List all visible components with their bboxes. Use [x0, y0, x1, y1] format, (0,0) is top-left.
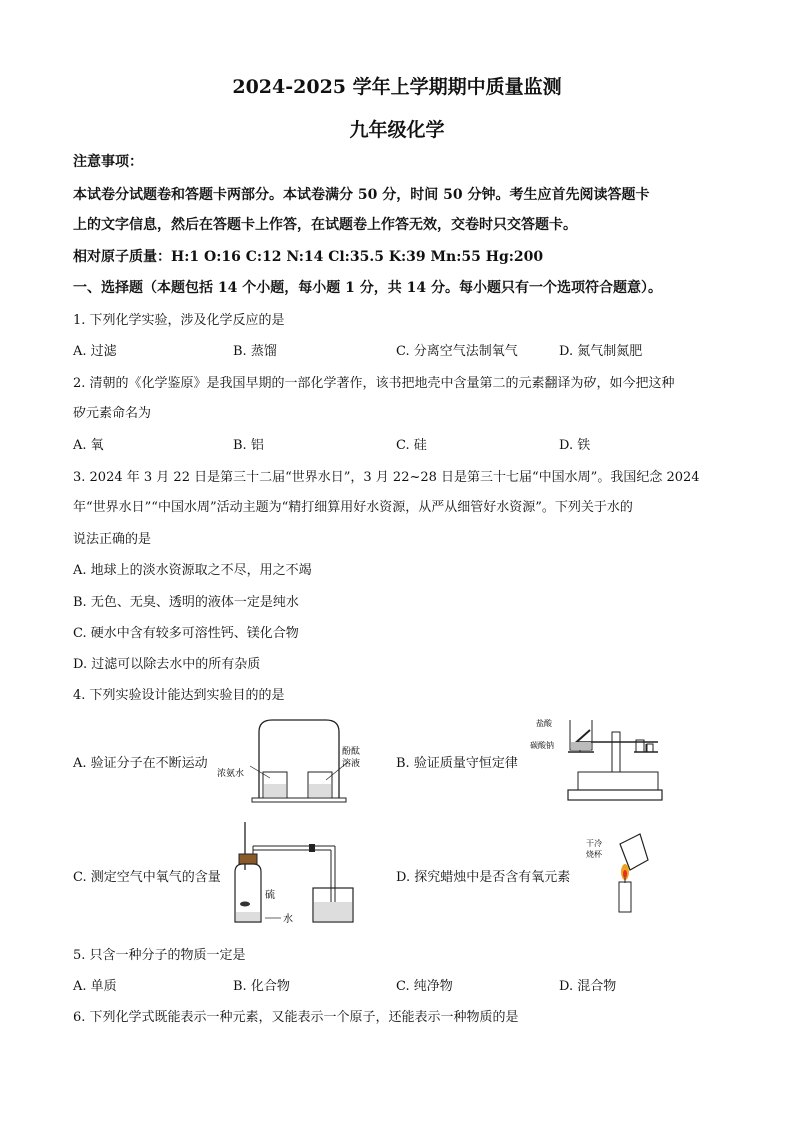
figure-c-label-sulfur: 硫	[265, 890, 275, 901]
q2-option-d: D. 铁	[559, 438, 591, 453]
notes-heading: 注意事项：	[73, 154, 143, 170]
question-1-stem: 1. 下列化学实验，涉及化学反应的是	[73, 313, 285, 328]
q2-option-b: B. 铝	[233, 438, 264, 453]
figure-oxygen-content	[225, 818, 360, 930]
question-2-stem-2: 矽元素命名为	[73, 406, 152, 421]
figure-molecule-motion	[212, 712, 362, 804]
q4-option-b: B. 验证质量守恒定律	[396, 756, 518, 771]
figure-a-label-phenol-2: 溶液	[342, 759, 361, 769]
q4-option-d: D. 探究蜡烛中是否含有氧元素	[396, 870, 571, 885]
notes-line-2: 上的文字信息，然后在答题卡上作答，在试题卷上作答无效，交卷时只交答题卡。	[73, 217, 577, 233]
page-title: 2024-2025 学年上学期期中质量监测	[232, 76, 562, 98]
q3-option-b: B. 无色、无臭、透明的液体一定是纯水	[73, 595, 299, 610]
figure-d-label-1: 干冷	[586, 839, 602, 848]
figure-b-label-acid: 盐酸	[536, 719, 552, 728]
q2-option-a: A. 氧	[73, 438, 104, 453]
figure-b-label-carbonate: 碳酸钠	[530, 741, 554, 750]
q3-option-d: D. 过滤可以除去水中的所有杂质	[73, 657, 261, 672]
q5-option-a: A. 单质	[73, 979, 117, 994]
q3-option-c: C. 硬水中含有较多可溶性钙、镁化合物	[73, 626, 299, 641]
q4-option-c: C. 测定空气中氧气的含量	[73, 870, 221, 885]
question-3-stem-2: 年“世界水日”“中国水周”活动主题为“精打细算用好水资源，从严从细管好水资源”。下列关于水的	[73, 500, 633, 515]
page-subtitle: 九年级化学	[349, 119, 445, 141]
q1-option-a: A. 过滤	[73, 344, 117, 359]
figure-mass-conservation	[528, 712, 668, 804]
figure-a-label-ammonia: 浓氨水	[217, 769, 245, 779]
section-heading: 一、选择题（本题包括 14 个小题，每小题 1 分，共 14 分。每小题只有一个选项符合题意）。	[73, 280, 662, 296]
question-3-stem-3: 说法正确的是	[73, 532, 152, 547]
q4-option-a: A. 验证分子在不断运动	[73, 756, 208, 771]
question-6-stem: 6. 下列化学式既能表示一种元素，又能表示一个原子，还能表示一种物质的是	[73, 1010, 519, 1025]
question-2-stem-1: 2. 清朝的《化学鉴原》是我国早期的一部化学著作，该书把地壳中含量第二的元素翻译为矽，如今把这种	[73, 376, 675, 391]
question-4-stem: 4. 下列实验设计能达到实验目的的是	[73, 688, 285, 703]
atomic-mass-line: 相对原子质量：H:1 O:16 C:12 N:14 Cl:35.5 K:39 Mn:55 Hg:200	[73, 249, 544, 265]
question-5-stem: 5. 只含一种分子的物质一定是	[73, 948, 246, 963]
q5-option-c: C. 纯净物	[396, 979, 453, 994]
notes-line-1: 本试卷分试题卷和答题卡两部分。本试卷满分 50 分，时间 50 分钟。考生应首先阅读答题卡	[73, 187, 650, 203]
q5-option-d: D. 混合物	[559, 979, 617, 994]
q1-option-d: D. 氮气制氮肥	[559, 344, 643, 359]
figure-c-label-water: 水	[283, 914, 293, 925]
figure-a-label-phenol-1: 酚酞	[342, 747, 361, 757]
figure-d-label-2: 烧杯	[586, 850, 602, 859]
question-3-stem-1: 3. 2024 年 3 月 22 日是第三十二届“世界水日”，3 月 22~28 日是第三十七届“中国水周”。我国纪念 2024	[73, 470, 700, 485]
q5-option-b: B. 化合物	[233, 979, 290, 994]
q1-option-b: B. 蒸馏	[233, 344, 277, 359]
figure-candle	[582, 826, 652, 916]
q1-option-c: C. 分离空气法制氧气	[396, 344, 518, 359]
q2-option-c: C. 硅	[396, 438, 427, 453]
q3-option-a: A. 地球上的淡水资源取之不尽，用之不竭	[73, 563, 312, 578]
